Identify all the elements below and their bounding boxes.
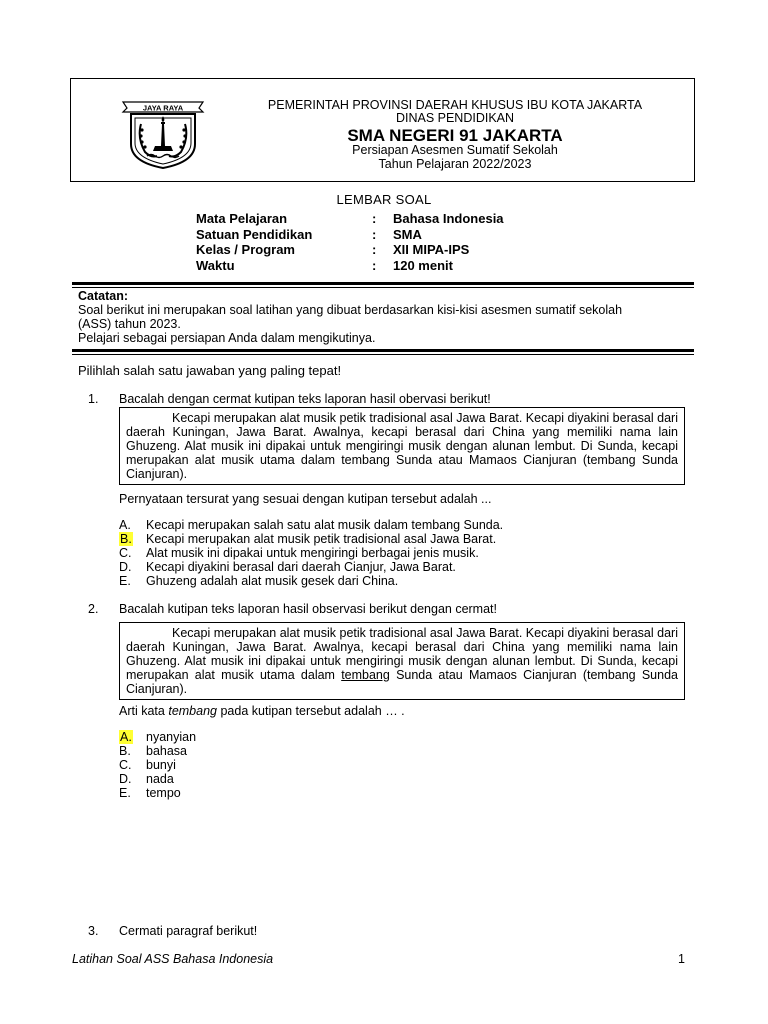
divider-bottom (72, 349, 694, 355)
option-text: Kecapi diyakini berasal dari daerah Cianjur, Jawa Barat. (146, 560, 456, 574)
header-government: PEMERINTAH PROVINSI DAERAH KHUSUS IBU KOTA JAKARTA (267, 98, 643, 112)
option-letter-highlighted: B. (120, 532, 132, 546)
info-value: Bahasa Indonesia (393, 211, 504, 226)
sheet-title: LEMBAR SOAL (336, 192, 432, 207)
logo-text: JAYA RAYA (142, 103, 184, 113)
info-key: Waktu (196, 258, 235, 273)
question-text (119, 704, 405, 718)
info-key: Kelas / Program (196, 242, 295, 257)
question-number: 3. (88, 924, 99, 938)
info-value: XII MIPA-IPS (393, 242, 470, 257)
header-department: DINAS PENDIDIKAN (395, 111, 515, 125)
note-line: Pelajari sebagai persiapan Anda dalam mengikutinya. (78, 331, 376, 345)
option-letter: D. (119, 772, 132, 786)
option-text: tempo (146, 786, 181, 800)
info-value: SMA (393, 227, 422, 242)
option-letter: E. (119, 786, 131, 800)
option-letter: B. (119, 744, 131, 758)
question-number: 1. (88, 392, 99, 406)
instruction: Pilihlah salah satu jawaban yang paling tepat! (78, 363, 342, 378)
option-letter: D. (119, 560, 132, 574)
header-school-name: SMA NEGERI 91 JAKARTA (347, 126, 563, 145)
footer-title: Latihan Soal ASS Bahasa Indonesia (72, 952, 274, 966)
option-text: Kecapi merupakan alat musik petik tradisional asal Jawa Barat. (146, 532, 497, 546)
option-text: Ghuzeng adalah alat musik gesek dari China. (146, 574, 399, 588)
passage-text: Kecapi merupakan alat musik petik tradisional asal Jawa Barat. Kecapi diyakini berasal dari daerah Kuningan, Jawa Barat. Awalnya, kecapi berasal dari China yang memiliki nama lain Ghuzeng. Alat musik ini dipakai untuk mengiringi musik dengan alunan lembut. Di Sunda, kecapi merupakan alat musik utama dalam tembang Sunda atau Mamaos Cianjuran (tembang Sunda Cianjuran). (126, 411, 678, 481)
option-text: Kecapi merupakan salah satu alat musik dalam tembang Sunda. (146, 518, 504, 532)
italic-word: tembang (168, 704, 217, 718)
jakarta-emblem-logo (121, 98, 205, 170)
option-letter: C. (119, 758, 132, 772)
info-colon: : (372, 227, 377, 242)
passage-box (119, 622, 685, 700)
info-value: 120 menit (393, 258, 453, 273)
info-key: Satuan Pendidikan (196, 227, 313, 242)
option-letter: C. (119, 546, 132, 560)
note-title: Catatan: (78, 289, 129, 303)
info-colon: : (372, 211, 377, 226)
question-text: Pernyataan tersurat yang sesuai dengan kutipan tersebut adalah ... (119, 492, 492, 506)
info-colon: : (372, 242, 377, 257)
question-prompt: Bacalah dengan cermat kutipan teks laporan hasil obervasi berikut! (119, 392, 491, 406)
option-text: Alat musik ini dipakai untuk mengiringi berbagai jenis musik. (146, 546, 479, 560)
option-text: nyanyian (146, 730, 197, 744)
question-prompt: Bacalah kutipan teks laporan hasil observasi berikut dengan cermat! (119, 602, 497, 616)
option-text: nada (146, 772, 174, 786)
option-letter: E. (119, 574, 131, 588)
note-line: (ASS) tahun 2023. (78, 317, 181, 331)
question-number: 2. (88, 602, 99, 616)
passage-text: Kecapi merupakan alat musik petik tradisional asal Jawa Barat. Kecapi diyakini berasal dari daerah Kuningan, Jawa Barat. Awalnya, kecapi berasal dari China yang memiliki nama lain Ghuzeng. Alat musik ini dipakai untuk mengiringi musik dengan alunan lembut. Di Sunda, kecapi merupakan alat musik utama dalam (126, 626, 678, 682)
info-colon: : (372, 258, 377, 273)
option-text: bahasa (146, 744, 188, 758)
underlined-word: tembang (341, 668, 390, 682)
page-number: 1 (678, 952, 685, 966)
question-text-part: pada kutipan tersebut adalah … . (220, 704, 405, 718)
question-prompt: Cermati paragraf berikut! (119, 924, 258, 938)
info-key: Mata Pelajaran (196, 211, 288, 226)
divider-top (72, 282, 694, 288)
option-letter: A. (119, 518, 131, 532)
header-exam-name: Persiapan Asesmen Sumatif Sekolah (352, 143, 558, 157)
question-text-part: Arti kata (119, 704, 165, 718)
passage-text: Sunda atau Mamaos Cianjuran (tembang Sunda Cianjuran). (126, 668, 678, 696)
note-line: Soal berikut ini merupakan soal latihan yang dibuat berdasarkan kisi-kisi asesmen sumatif sekolah (78, 303, 623, 317)
passage-box (119, 407, 685, 485)
option-text: bunyi (146, 758, 176, 772)
header-academic-year: Tahun Pelajaran 2022/2023 (378, 157, 532, 171)
option-letter-highlighted: A. (120, 730, 132, 744)
